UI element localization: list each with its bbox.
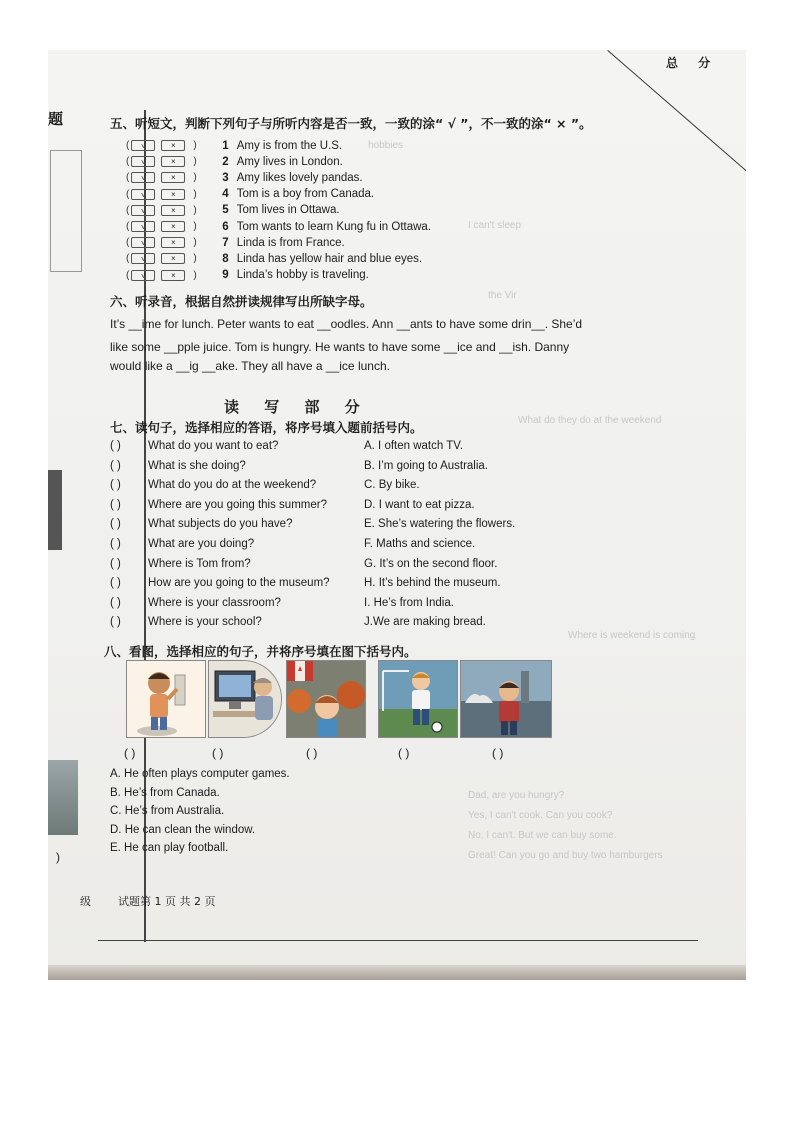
question-text: Where is Tom from? bbox=[148, 557, 251, 570]
answer-blank[interactable]: ( ) bbox=[110, 479, 121, 492]
answer-blank[interactable]: ( ) bbox=[110, 616, 121, 629]
page-number: 试题第 1 页 共 2 页 bbox=[118, 895, 216, 908]
question-text: How are you going to the museum? bbox=[148, 577, 330, 590]
judge-row: ( √ × ) 1 Amy is from the U.S. bbox=[126, 139, 343, 152]
item-number: 2 bbox=[222, 155, 229, 168]
statement-text: Tom is a boy from Canada. bbox=[236, 188, 375, 201]
statement-text: Amy is from the U.S. bbox=[236, 139, 343, 152]
left-strip-remnant: 题 ) bbox=[48, 50, 98, 980]
false-bubble[interactable]: × bbox=[161, 221, 185, 232]
item-number: 7 bbox=[222, 236, 229, 249]
item-number: 3 bbox=[222, 171, 229, 184]
question-row bbox=[110, 558, 251, 570]
section6-line: It’s __ime for lunch. Peter wants to eat __oodles. Ann __ants to have some drin__. She’d bbox=[110, 317, 583, 331]
left-photo-fragment bbox=[48, 760, 78, 835]
page-footer bbox=[80, 893, 215, 909]
footer-rule bbox=[98, 940, 698, 941]
section6-title: 六、听录音，根据自然拼读规律写出所缺字母。 bbox=[110, 294, 373, 309]
exam-photo: 题 ) 总 分 hobbies I can't sleep the Vir What do they do at the weekend Where is weekend is coming Dad, are you hungry? Yes, I can't cook. Can you cook? No, I can't. But we can buy some. Great! Can you go and buy two hamburgers 五、听短文，判断下列句子与所听内容是否一致，一致的涂“ √ ”，不一致的涂“ × ”。 ( √ × ) 1 Amy is from the U.S. ( √ × ) 2 Amy lives in London. ( √ × ) 3 Amy likes lovely pandas. ( √ × ) 4 Tom is a boy from Canada. ( √ × ) 5 Tom lives in Ottawa. ( √ × ) 6 Tom wants to learn Kung fu in Ottawa. ( √ × ) 7 Linda is from France. ( √ × ) 8 Linda has yellow hair and blue eyes. ( √ × ) 9 Linda’s hobby is traveling. 六、听录音，根据自然拼读规律写出所缺字母。 It’s __ime for lunch. Peter wants to eat __oodles. Ann __ants to have some drin__. She’d like some __pple juice. Tom is hungry. He wants to have some __ice and __ish. Danny would like a __ig __ake. They all have a __ice lunch. 读 写 部 分 七、读句子，选择相应的答语，将序号填入题前括号内。 ( ) What do you want to eat? A. I often watch TV. ( ) What is she doing? B. I’m going to Australia. ( ) What do you do at the weekend? C. By bike. ( ) Where are you going this summer? D. I want to eat pizza. ( ) What subjects do you have? E. She’s watering the flowers. ( ) What are you doing? F. Maths and science. ( ) Where is Tom from? G. It’s on the second floor. ( ) How are you going to the museum? H. It’s behind the museum. ( ) Where is your classroom? I. He’s from India. ( ) Where is your school? J.We are making bread. 八、看图，选择相应的句子，并将序号填在图下括号内。 ( ) ( ) ( ) ( ) ( ) A. He often plays computer games. B. He’s from Canada. C. He’s from Australia. D. He can clean the window. E. He can play football. 级 试题第 1 页 共 2 页 bbox=[48, 50, 746, 980]
picture-answer-blank[interactable]: ( ) bbox=[492, 746, 504, 760]
answer-blank[interactable]: ( ) bbox=[110, 440, 121, 452]
answer-blank[interactable]: ( ) bbox=[110, 557, 121, 570]
true-bubble[interactable]: √ bbox=[131, 253, 155, 264]
question-text: Where is your classroom? bbox=[148, 596, 281, 609]
false-bubble[interactable]: × bbox=[161, 189, 185, 200]
answer-option: G. It’s on the second floor. bbox=[364, 557, 498, 570]
question-text: What do you want to eat? bbox=[148, 440, 279, 452]
answer-option: F. Maths and science. bbox=[364, 538, 476, 550]
picture-computer-games bbox=[208, 660, 282, 738]
judge-row: ( √ × ) 2 Amy lives in London. bbox=[126, 155, 343, 168]
judge-row: ( √ × ) 5 Tom lives in Ottawa. bbox=[126, 204, 340, 217]
question-text: What subjects do you have? bbox=[148, 518, 293, 531]
question-row bbox=[110, 460, 246, 472]
answer-blank[interactable]: ( ) bbox=[110, 498, 121, 511]
false-bubble[interactable]: × bbox=[161, 237, 185, 248]
statement-text: Amy lives in London. bbox=[236, 155, 343, 168]
question-row bbox=[110, 597, 281, 609]
question-row bbox=[110, 577, 330, 589]
picture-option: C. He’s from Australia. bbox=[110, 805, 225, 817]
section6-line: would like a __ig __ake. They all have a __ice lunch. bbox=[110, 359, 390, 373]
statement-text: Linda’s hobby is traveling. bbox=[236, 269, 369, 282]
question-text: What are you doing? bbox=[148, 538, 255, 550]
judge-row: ( √ × ) 4 Tom is a boy from Canada. bbox=[126, 188, 375, 201]
answer-option: D. I want to eat pizza. bbox=[364, 498, 475, 511]
answer-option: A. I often watch TV. bbox=[364, 440, 464, 452]
false-bubble[interactable]: × bbox=[161, 253, 185, 264]
question-text: Where are you going this summer? bbox=[148, 498, 327, 511]
question-row bbox=[110, 499, 327, 511]
judge-row: ( √ × ) 8 Linda has yellow hair and blue eyes. bbox=[126, 252, 423, 265]
question-text: What is she doing? bbox=[148, 459, 246, 472]
true-bubble[interactable]: √ bbox=[131, 189, 155, 200]
item-number: 8 bbox=[222, 252, 229, 265]
part-header: 读 写 部 分 bbox=[224, 398, 370, 416]
true-bubble[interactable]: √ bbox=[131, 205, 155, 216]
picture-canada-girl bbox=[286, 660, 366, 738]
answer-blank[interactable]: ( ) bbox=[110, 596, 121, 609]
true-bubble[interactable]: √ bbox=[131, 221, 155, 232]
question-text: What do you do at the weekend? bbox=[148, 479, 317, 492]
picture-option: D. He can clean the window. bbox=[110, 824, 256, 836]
picture-option: E. He can play football. bbox=[110, 842, 229, 854]
true-bubble[interactable]: √ bbox=[131, 270, 155, 281]
statement-text: Tom lives in Ottawa. bbox=[236, 204, 340, 217]
picture-answer-blank[interactable]: ( ) bbox=[306, 746, 318, 760]
false-bubble[interactable]: × bbox=[161, 156, 185, 167]
picture-boy-football bbox=[378, 660, 458, 738]
item-number: 6 bbox=[222, 220, 229, 233]
statement-text: Amy likes lovely pandas. bbox=[236, 171, 363, 184]
answer-blank[interactable]: ( ) bbox=[110, 459, 121, 472]
statement-text: Tom wants to learn Kung fu in Ottawa. bbox=[236, 220, 432, 233]
photo-edge bbox=[48, 965, 746, 980]
answer-blank[interactable]: ( ) bbox=[110, 518, 121, 531]
true-bubble[interactable]: √ bbox=[131, 140, 155, 151]
picture-option: B. He’s from Canada. bbox=[110, 787, 220, 799]
answer-option: B. I’m going to Australia. bbox=[364, 459, 489, 472]
section7-title: 七、读句子，选择相应的答语，将序号填入题前括号内。 bbox=[110, 420, 423, 435]
statement-text: Linda is from France. bbox=[236, 236, 345, 249]
true-bubble[interactable]: √ bbox=[131, 156, 155, 167]
answer-option: J.We are making bread. bbox=[364, 616, 486, 629]
statement-text: Linda has yellow hair and blue eyes. bbox=[236, 252, 423, 265]
question-row bbox=[110, 616, 262, 628]
question-row bbox=[110, 538, 254, 550]
false-bubble[interactable]: × bbox=[161, 140, 185, 151]
question-row bbox=[110, 440, 278, 452]
false-bubble[interactable]: × bbox=[161, 205, 185, 216]
judge-row: ( √ × ) 3 Amy likes lovely pandas. bbox=[126, 171, 363, 184]
answer-option: E. She’s watering the flowers. bbox=[364, 518, 516, 531]
picture-boy-australia bbox=[460, 660, 552, 738]
picture-option: A. He often plays computer games. bbox=[110, 768, 290, 780]
section8-title: 八、看图，选择相应的句子，并将序号填在图下括号内。 bbox=[104, 644, 417, 659]
picture-answer-blank[interactable]: ( ) bbox=[212, 746, 224, 760]
left-picture-fragment bbox=[48, 470, 62, 550]
judge-row: ( √ × ) 9 Linda’s hobby is traveling. bbox=[126, 269, 369, 282]
item-number: 4 bbox=[222, 188, 229, 201]
answer-blank[interactable]: ( ) bbox=[110, 538, 121, 550]
item-number: 1 bbox=[222, 139, 229, 152]
picture-answer-blank[interactable]: ( ) bbox=[124, 746, 136, 760]
judge-row: ( √ × ) 7 Linda is from France. bbox=[126, 236, 345, 249]
true-bubble[interactable]: √ bbox=[131, 237, 155, 248]
false-bubble[interactable]: × bbox=[161, 270, 185, 281]
false-bubble[interactable]: × bbox=[161, 172, 185, 183]
item-number: 9 bbox=[222, 269, 229, 282]
answer-option: I. He’s from India. bbox=[364, 596, 454, 609]
section6-line: like some __pple juice. Tom is hungry. He wants to have some __ice and __ish. Danny bbox=[110, 340, 570, 354]
item-number: 5 bbox=[222, 204, 229, 217]
question-row bbox=[110, 518, 292, 530]
answer-option: H. It’s behind the museum. bbox=[364, 577, 501, 590]
grade-char: 级 bbox=[80, 895, 91, 908]
section5-title: 五、听短文，判断下列句子与所听内容是否一致，一致的涂“ √ ”，不一致的涂“ × ”。 bbox=[110, 116, 592, 131]
picture-answer-blank[interactable]: ( ) bbox=[398, 746, 410, 760]
question-row bbox=[110, 479, 316, 491]
left-edge-char: 题 bbox=[48, 110, 64, 128]
answer-option: C. By bike. bbox=[364, 479, 420, 492]
answer-blank[interactable]: ( ) bbox=[110, 577, 121, 590]
true-bubble[interactable]: √ bbox=[131, 172, 155, 183]
total-score-label: 总 分 bbox=[666, 56, 719, 70]
question-text: Where is your school? bbox=[148, 616, 262, 629]
judge-row: ( √ × ) 6 Tom wants to learn Kung fu in Ottawa. bbox=[126, 220, 432, 233]
picture-boy-cleaning-window bbox=[126, 660, 206, 738]
